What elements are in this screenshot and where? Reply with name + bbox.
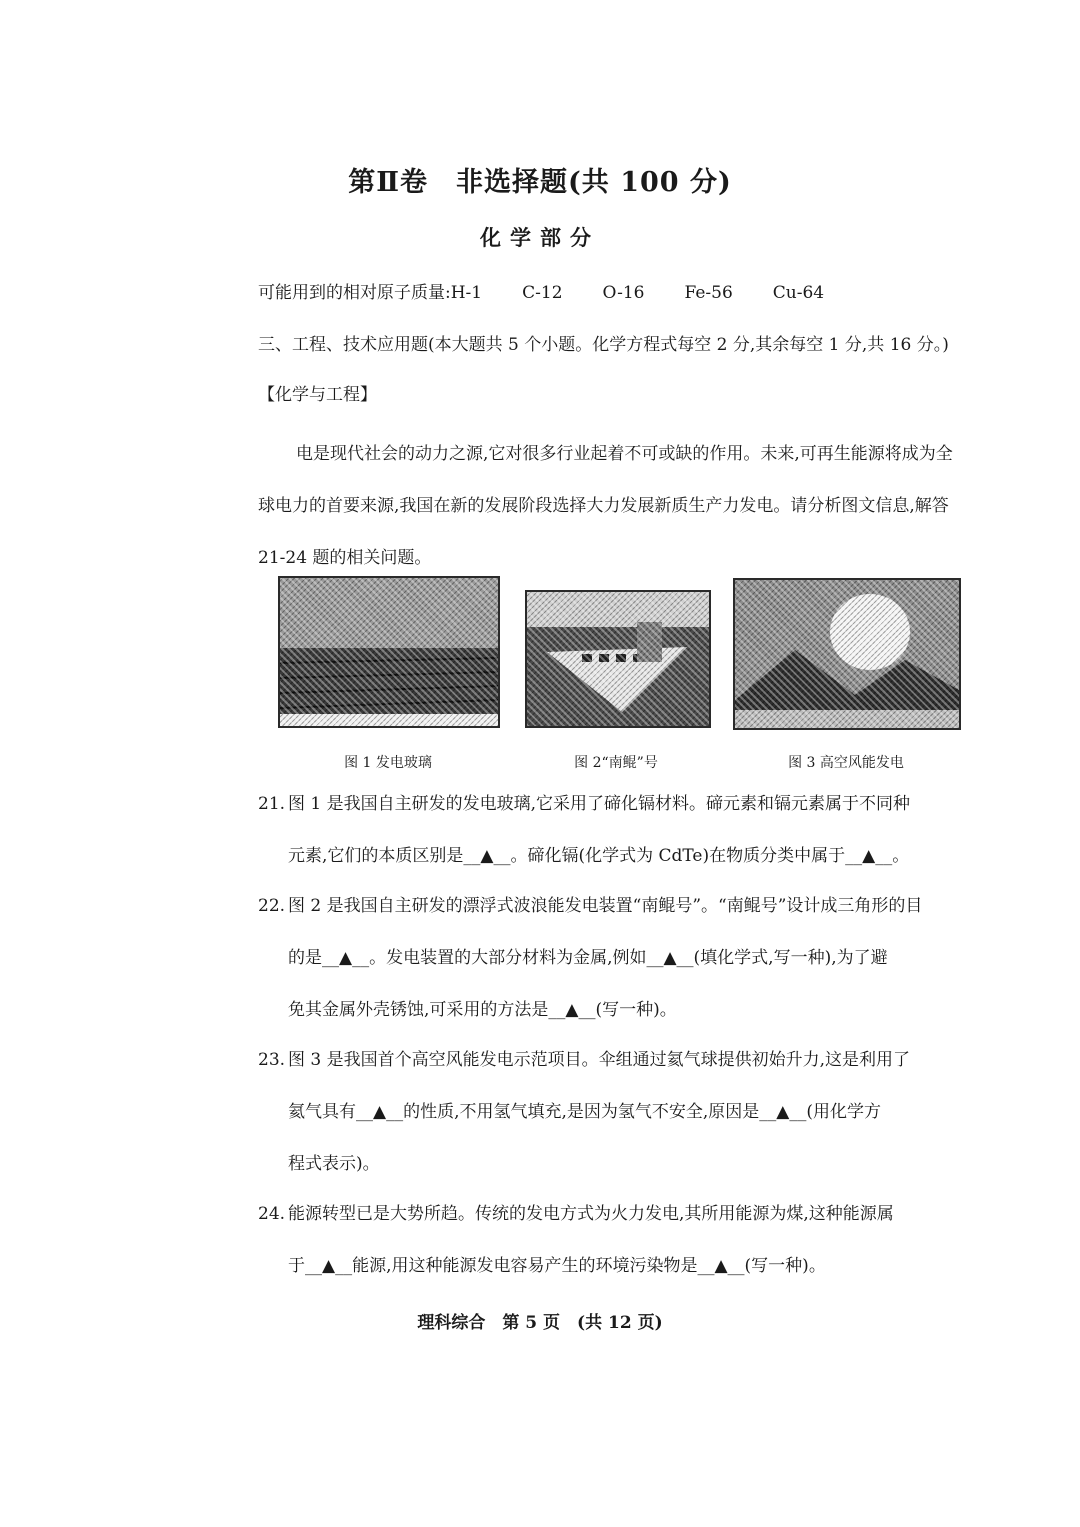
question-text: 的是__▲__。发电装置的大部分材料为金属,例如__▲__(填化学式,写一种),为了避 [288, 948, 888, 968]
section-subtitle: 化学部分 [480, 225, 600, 250]
atomic-mass-label: 可能用到的相对原子质量: [258, 283, 451, 303]
question-text: 元素,它们的本质区别是__▲__。碲化镉(化学式为 CdTe)在物质分类中属于__▲__。 [288, 846, 910, 866]
question-number: 21. [258, 794, 286, 814]
question-text: 于__▲__能源,用这种能源发电容易产生的环境污染物是__▲__(写一种)。 [288, 1256, 826, 1276]
question-23 [258, 1034, 973, 1190]
page-title: 第Ⅱ卷 非选择题(共 100 分) [348, 167, 732, 198]
question-text: 图 1 是我国自主研发的发电玻璃,它采用了碲化镉材料。碲元素和镉元素属于不同种 [288, 794, 911, 814]
question-number: 24. [258, 1204, 286, 1224]
question-24 [258, 1188, 973, 1292]
question-22 [258, 880, 973, 1036]
question-text: 氦气具有__▲__的性质,不用氢气填充,是因为氢气不安全,原因是__▲__(用化学方 [288, 1102, 881, 1122]
atomic-mass-line [258, 278, 864, 303]
page-footer: 理科综合 第 5 页 (共 12 页) [417, 1313, 663, 1333]
atomic-mass-item: C-12 [522, 283, 563, 303]
question-text: 能源转型已是大势所趋。传统的发电方式为火力发电,其所用能源为煤,这种能源属 [288, 1204, 894, 1224]
question-text: 图 3 是我国首个高空风能发电示范项目。伞组通过氦气球提供初始升力,这是利用了 [288, 1050, 911, 1070]
intro-paragraph: 电是现代社会的动力之源,它对很多行业起着不可或缺的作用。未来,可再生能源将成为全球电力的首要来源,我国在新的发展阶段选择大力发展新质生产力发电。请分析图文信息,解答 21-24 题的相关问题。 [258, 444, 953, 568]
atomic-mass-item: H-1 [450, 283, 483, 303]
figure-2-caption: 图 2“南鲲”号 [574, 755, 658, 771]
question-number: 23. [258, 1050, 286, 1070]
question-21 [258, 778, 973, 882]
question-text: 免其金属外壳锈蚀,可采用的方法是__▲__(写一种)。 [288, 1000, 677, 1020]
figure-3-caption: 图 3 高空风能发电 [788, 755, 904, 771]
question-text: 图 2 是我国自主研发的漂浮式波浪能发电装置“南鲲号”。“南鲲号”设计成三角形的目 [288, 896, 923, 916]
atomic-mass-item: O-16 [602, 283, 645, 303]
question-number: 22. [258, 896, 286, 916]
section-heading: 三、工程、技术应用题(本大题共 5 个小题。化学方程式每空 2 分,其余每空 1 分,共 16 分。) [258, 335, 949, 355]
atomic-mass-item: Fe-56 [684, 283, 733, 303]
section-tag: 【化学与工程】 [258, 385, 377, 405]
atomic-mass-item: Cu-64 [772, 283, 825, 303]
figure-3-image [733, 578, 961, 730]
figure-1-caption: 图 1 发电玻璃 [344, 755, 432, 771]
figure-2-image [525, 590, 711, 728]
question-text: 程式表示)。 [288, 1154, 380, 1174]
figure-1-image [278, 576, 500, 728]
